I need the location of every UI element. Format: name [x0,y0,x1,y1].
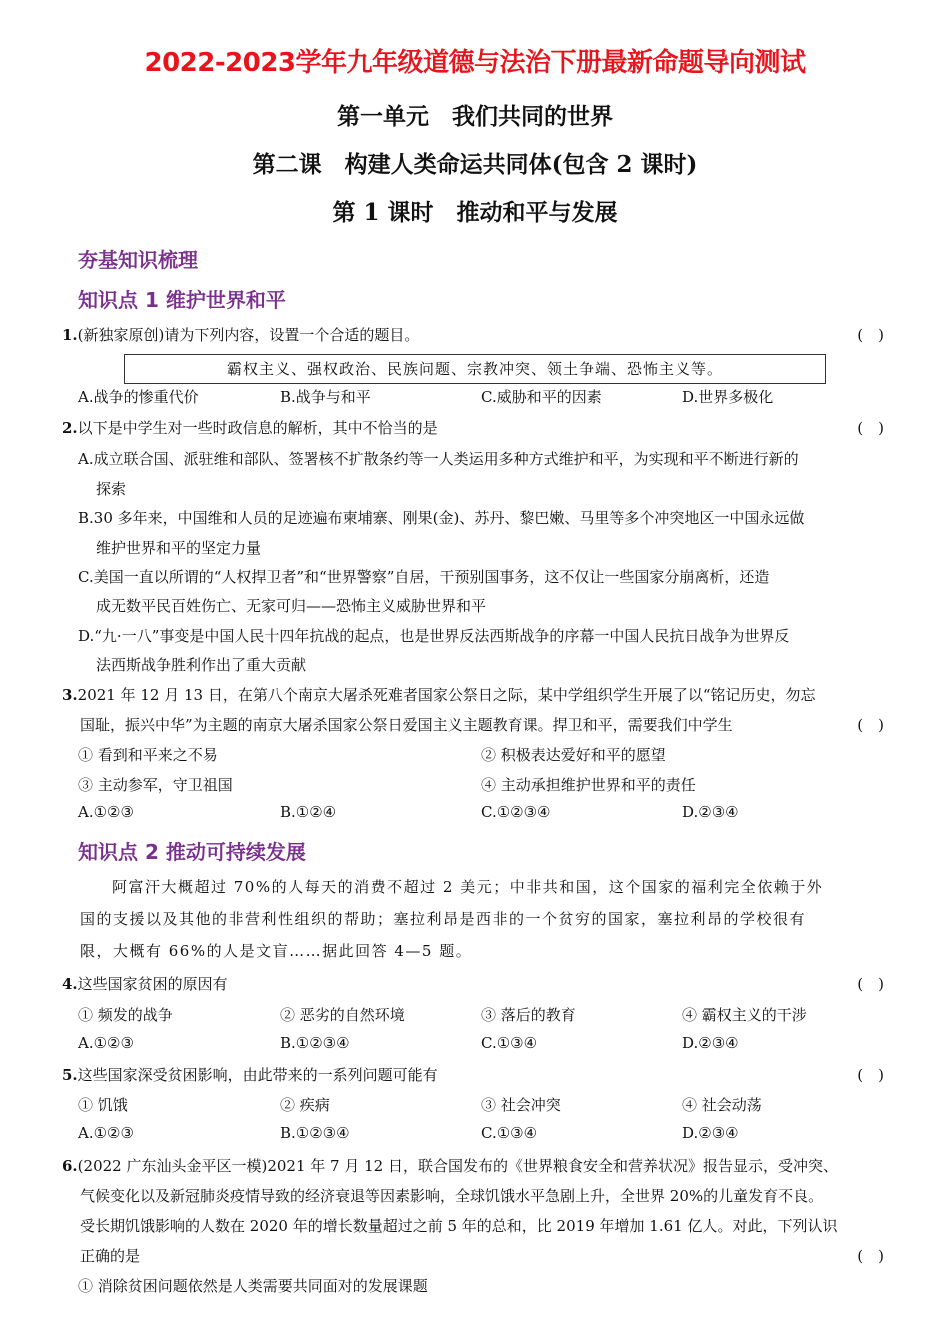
statement-2: ② 疾病 [280,1096,330,1114]
option-c[interactable]: C.①③④ [481,1034,538,1052]
question-3 [62,684,816,705]
option-d-continued: 法西斯战争胜利作出了重大贡献 [96,656,307,674]
statement-2: ② 积极表达爱好和平的愿望 [481,746,666,764]
option-b[interactable]: B.战争与和平 [280,388,371,406]
option-b[interactable]: B.①②③④ [280,1124,350,1142]
option-d[interactable]: D.②③④ [682,803,739,821]
option-a[interactable]: A.战争的惨重代价 [78,388,199,406]
question-2 [62,417,438,438]
question-number: 2. [62,419,78,437]
question-number: 1. [62,326,78,344]
question-text-continued: 正确的是 [80,1247,141,1265]
option-d[interactable]: D.②③④ [682,1034,739,1052]
material-box: 霸权主义、强权政治、民族问题、宗教冲突、领土争端、恐怖主义等。 [124,354,826,384]
question-text: (新独家原创)请为下列内容，设置一个合适的题目。 [77,326,420,344]
option-d[interactable]: D.世界多极化 [682,388,774,406]
option-c[interactable]: C.①②③④ [481,803,551,821]
answer-blank[interactable]: ( ) [857,1066,884,1084]
statement-3: ③ 主动参军，守卫祖国 [78,776,233,794]
statement-1: ① 频发的战争 [78,1006,173,1024]
passage-line-1: 阿富汗大概超过 70%的人每天的消费不超过 2 美元；中非共和国，这个国家的福利完全依赖于外 [112,878,824,896]
question-number: 5. [62,1066,78,1084]
passage-line-2: 国的支援以及其他的非营利性组织的帮助；塞拉利昂是西非的一个贫穷的国家，塞拉利昂的学校很有 [80,910,807,928]
statement-1: ① 消除贫困问题依然是人类需要共同面对的发展课题 [78,1277,428,1295]
question-text-continued: 国耻，振兴中华”为主题的南京大屠杀国家公祭日爱国主义主题教育课。捍卫和平，需要我们中学生 [80,716,733,734]
question-5 [62,1064,438,1085]
option-b[interactable]: B.①②④ [280,803,337,821]
document-title: 2022-2023学年九年级道德与法治下册最新命题导向测试 [144,48,806,78]
lesson-heading: 第二课 构建人类命运共同体(包含 2 课时) [252,151,698,178]
option-a[interactable]: A.①②③ [78,1124,134,1142]
section-knowledge-point-1: 知识点 1 维护世界和平 [78,288,286,312]
question-text-continued: 气候变化以及新冠肺炎疫情导致的经济衰退等因素影响，全球饥饿水平急剧上升，全世界 20%的儿童发育不良。 [80,1187,824,1205]
answer-blank[interactable]: ( ) [857,716,884,734]
answer-blank[interactable]: ( ) [857,326,884,344]
statement-1: ① 看到和平来之不易 [78,746,218,764]
period-heading: 第 1 课时 推动和平与发展 [332,199,618,226]
question-text: (2022 广东汕头金平区一模)2021 年 7 月 12 日，联合国发布的《世界粮食安全和营养状况》报告显示，受冲突、 [77,1157,838,1175]
question-1 [62,324,419,345]
question-number: 3. [62,686,78,704]
option-d[interactable]: D.②③④ [682,1124,739,1142]
question-text: 2021 年 12 月 13 日，在第八个南京大屠杀死难者国家公祭日之际，某中学组织学生开展了以“铭记历史，勿忘 [77,686,816,704]
answer-blank[interactable]: ( ) [857,975,884,993]
question-4 [62,973,228,994]
section-knowledge-point-2: 知识点 2 推动可持续发展 [78,840,306,864]
passage-line-3: 限，大概有 66%的人是文盲……据此回答 4—5 题。 [80,942,473,960]
answer-blank[interactable]: ( ) [857,1247,884,1265]
statement-4: ④ 霸权主义的干涉 [682,1006,807,1024]
option-a-continued: 探索 [96,480,127,498]
question-text-continued: 受长期饥饿影响的人数在 2020 年的增长数量超过之前 5 年的总和，比 2019 年增加 1.61 亿人。对此，下列认识 [80,1217,838,1235]
question-text: 这些国家贫困的原因有 [77,975,228,993]
statement-2: ② 恶劣的自然环境 [280,1006,405,1024]
statement-4: ④ 主动承担维护世界和平的责任 [481,776,696,794]
question-text: 以下是中学生对一些时政信息的解析，其中不恰当的是 [77,419,438,437]
statement-3: ③ 落后的教育 [481,1006,576,1024]
option-a[interactable]: A.①②③ [78,1034,134,1052]
statement-3: ③ 社会冲突 [481,1096,561,1114]
option-b-continued: 维护世界和平的坚定力量 [96,539,262,557]
statement-4: ④ 社会动荡 [682,1096,762,1114]
question-text: 这些国家深受贫困影响，由此带来的一系列问题可能有 [77,1066,438,1084]
section-basic-knowledge: 夯基知识梳理 [78,248,198,272]
question-number: 4. [62,975,78,993]
option-c-continued: 成无数平民百姓伤亡、无家可归——恐怖主义威胁世界和平 [96,597,487,615]
answer-blank[interactable]: ( ) [857,419,884,437]
statement-1: ① 饥饿 [78,1096,128,1114]
option-a[interactable]: A.成立联合国、派驻维和部队、签署核不扩散条约等一人类运用多种方式维护和平，为实现和平不断进行新的 [78,450,799,468]
option-d[interactable]: D.“九·一八”事变是中国人民十四年抗战的起点，也是世界反法西斯战争的序幕一中国人民抗日战争为世界反 [78,627,790,645]
option-b[interactable]: B.①②③④ [280,1034,350,1052]
unit-heading: 第一单元 我们共同的世界 [337,103,613,130]
option-c[interactable]: C.①③④ [481,1124,538,1142]
option-a[interactable]: A.①②③ [78,803,134,821]
question-number: 6. [62,1157,78,1175]
option-c[interactable]: C.美国一直以所谓的“人权捍卫者”和“世界警察”自居，干预别国事务，这不仅让一些国家分崩离析，还造 [78,568,770,586]
option-c[interactable]: C.威胁和平的因素 [481,388,602,406]
question-6 [62,1155,838,1176]
option-b[interactable]: B.30 多年来，中国维和人员的足迹遍布柬埔寨、刚果(金)、苏丹、黎巴嫩、马里等多个冲突地区一中国永远做 [78,509,805,527]
